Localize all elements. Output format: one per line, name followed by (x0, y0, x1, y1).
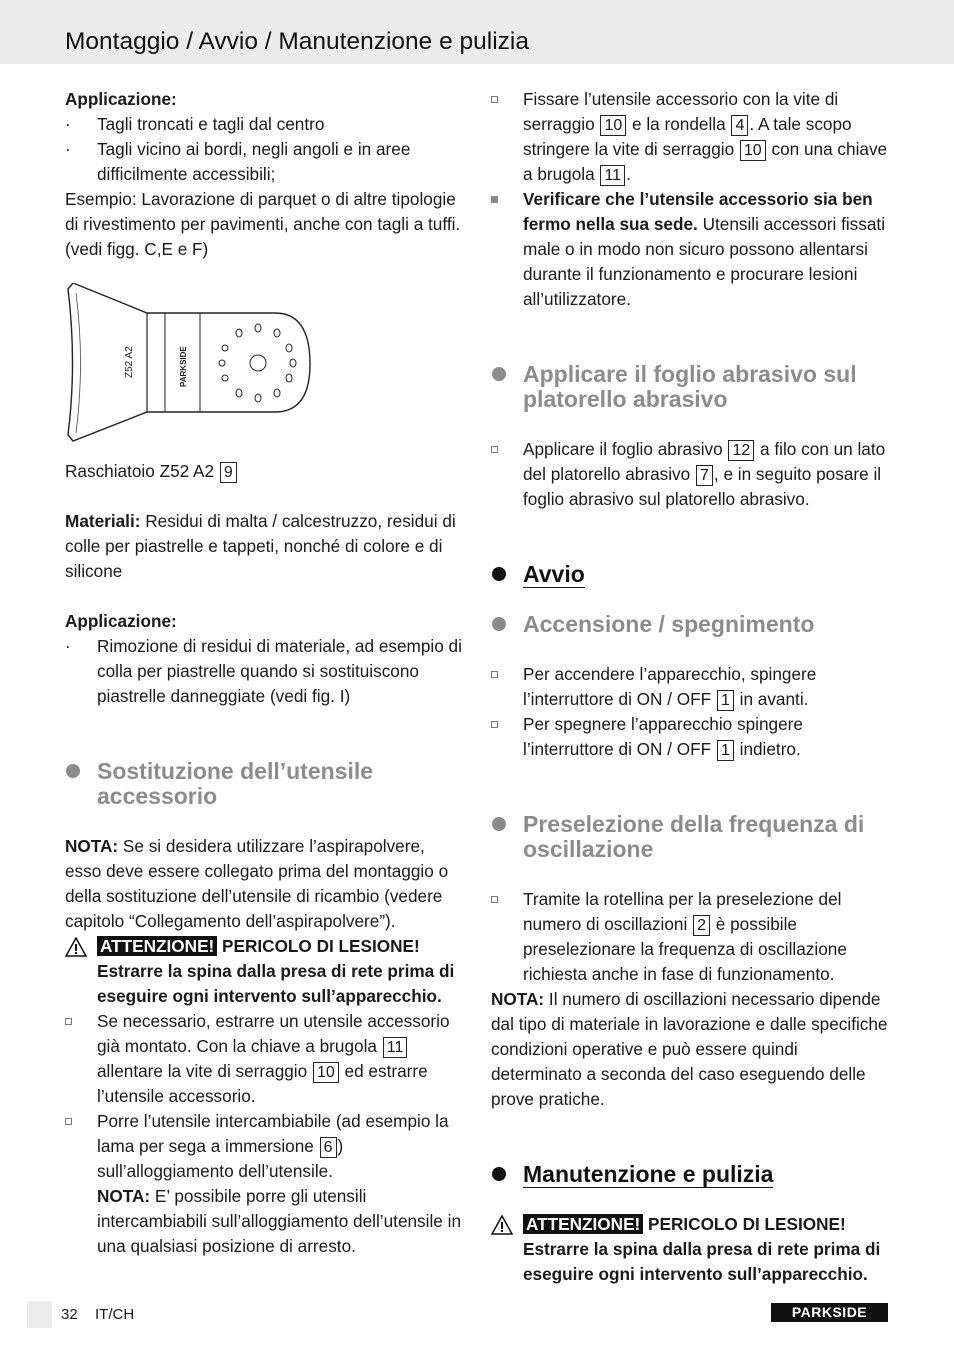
list-item: Verificare che l’utensile accessorio sia ben fermo nella sua sede. Utensili accessori fissati male o in modo non sicuro possono allentarsi durante il funzionamento e procurare lesioni all’utilizzatore. (491, 187, 891, 312)
page-title: Montaggio / Avvio / Manutenzione e pulizia (65, 28, 529, 55)
list-item: · Rimozione di residui di materiale, ad esempio di colla per piastrelle quando si sostituiscono piastrelle danneggiate (vedi fig. I) (65, 634, 465, 709)
left-column (65, 87, 465, 1259)
warning-text: Estrarre la spina dalla presa di rete prima di eseguire ogni intervento sull’apparecchio. (523, 1239, 881, 1284)
section-heading-maintenance: Manutenzione e pulizia (491, 1162, 891, 1187)
page-header (0, 0, 954, 64)
warning-icon (491, 1215, 513, 1235)
right-column (491, 87, 891, 1287)
blade-code-label: Z52 A2 (124, 346, 135, 378)
blade-figure (65, 283, 465, 453)
warning-icon (65, 937, 87, 957)
ref-number: 9 (220, 462, 237, 483)
note-paragraph: NOTA: Se si desidera utilizzare l’aspirapolvere, esso deve essere collegato prima del montaggio o della sostituzione dell’utensile di ricambio (vedere capitolo “Collegamento dell’aspirapolvere”). (65, 836, 449, 931)
section-heading-frequency: Preselezione della frequenza di oscillazione (491, 812, 891, 862)
list-item: Porre l’utensile intercambiabile (ad esempio la lama per sega a immersione 6 ) sull’alloggiamento dell’utensile. NOTA: E’ possibile porre gli utensili intercambiabili sull’alloggiamento dell’utensile in una qualsiasi posizione di arresto. (65, 1109, 465, 1259)
example-text: Esempio: Lavorazione di parquet o di altre tipologie di rivestimento per pavimenti, anche con tagli a tuffi. (vedi figg. C,E e F) (65, 189, 461, 259)
list-item: Applicare il foglio abrasivo 12 a filo con un lato del platorello abrasivo 7 , e in seguito posare il foglio abrasivo sul platorello abrasivo. (491, 437, 891, 512)
brand-logo: PARKSIDE (771, 1303, 888, 1322)
warning-badge: ATTENZIONE! (97, 936, 217, 956)
warning-block: ATTENZIONE! PERICOLO DI LESIONE! Estrarre la spina dalla presa di rete prima di eseguire ogni intervento sull’apparecchio. (65, 934, 465, 1009)
list-item: · Tagli vicino ai bordi, negli angoli e in aree difficilmente accessibili; (65, 137, 465, 187)
blade-brand-label: PARKSIDE (179, 346, 188, 387)
footer-marker (27, 1301, 52, 1328)
list-item: Fissare l’utensile accessorio con la vite di serraggio 10 e la rondella 4 . A tale scopo stringere la vite di serraggio 10 con una chiave a brugola 11 . (491, 87, 891, 187)
section-heading-abrasive: Applicare il foglio abrasivo sul platorello abrasivo (491, 362, 891, 412)
warning-text: Estrarre la spina dalla presa di rete prima di eseguire ogni intervento sull’apparecchio. (97, 961, 455, 1006)
list-item: Se necessario, estrarre un utensile accessorio già montato. Con la chiave a brugola 11 allentare la vite di serraggio 10 ed estrarre l’utensile accessorio. (65, 1009, 465, 1109)
section-heading-replacement: Sostituzione dell’utensile accessorio (65, 759, 465, 809)
application-heading-2: Applicazione: (65, 611, 177, 631)
list-item: Per accendere l’apparecchio, spingere l’interruttore di ON / OFF 1 in avanti. (491, 662, 891, 712)
language-code: IT/CH (95, 1306, 135, 1323)
section-heading-onoff: Accensione / spegnimento (491, 612, 891, 637)
warning-badge: ATTENZIONE! (523, 1214, 643, 1234)
list-item: Tramite la rotellina per la preselezione del numero di oscillazioni 2 è possibile preselezionare la frequenza di oscillazione richiesta anche in fase di funzionamento. (491, 887, 891, 987)
warning-block: ATTENZIONE! PERICOLO DI LESIONE! Estrarre la spina dalla presa di rete prima di eseguire ogni intervento sull’apparecchio. (491, 1212, 891, 1287)
list-item: · Tagli troncati e tagli dal centro (65, 112, 465, 137)
scraper-blade-illustration (65, 283, 325, 453)
application-heading: Applicazione: (65, 89, 177, 109)
materials-paragraph: Materiali: Residui di malta / calcestruzzo, residui di colle per piastrelle e tappeti, nonché di colore e di silicone (65, 511, 456, 581)
note-paragraph: NOTA: Il numero di oscillazioni necessario dipende dal tipo di materiale in lavorazione e dalle specifiche condizioni operative e può essere quindi determinato a seconda del caso eseguendo delle prove pratiche. (491, 989, 888, 1109)
figure-caption: Raschiatoio Z52 A2 9 (65, 459, 465, 484)
page-number: 32 (61, 1306, 78, 1323)
list-item: Per spegnere l’apparecchio spingere l’interruttore di ON / OFF 1 indietro. (491, 712, 891, 762)
section-heading-avvio: Avvio (491, 562, 891, 587)
